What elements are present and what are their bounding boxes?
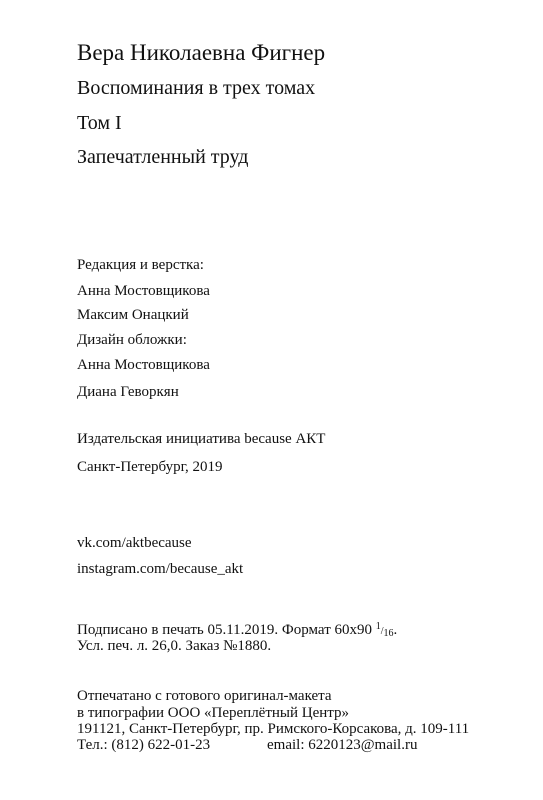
credit-cover-design-heading: Дизайн обложки: [77,332,187,348]
format-denominator: 16 [383,628,394,639]
sheets-order: Усл. печ. л. 26,0. Заказ №1880. [77,638,272,654]
printer-email[interactable]: email: 6220123@mail.ru [267,737,418,753]
printer-line-1: Отпечатано с готового оригинал-макета [77,688,332,704]
printer-line-2: в типографии ООО «Переплётный Центр» [77,705,350,721]
format-numerator: 1 [375,621,381,632]
signed-for-print [77,622,397,639]
book-title: Воспоминания в трех томах [77,77,316,99]
instagram-link[interactable]: instagram.com/because_akt [77,561,244,577]
publisher-name: Издательская инициатива because АКТ [77,431,326,447]
format-end: . [393,622,398,638]
credit-designer-name: Анна Мостовщикова [77,357,210,373]
credit-editing-heading: Редакция и верстка: [77,257,204,273]
book-volume: Том I [77,112,122,134]
book-subtitle: Запечатленный труд [77,146,249,168]
book-author: Вера Николаевна Фигнер [77,40,326,65]
format-fraction [375,621,394,639]
publisher-city-year: Санкт-Петербург, 2019 [77,459,223,475]
credit-editor-name: Максим Онацкий [77,307,189,323]
credit-designer-name: Диана Геворкян [77,384,179,400]
printer-phone: Тел.: (812) 622-01-23 [77,737,211,753]
printer-contacts [77,737,418,754]
printer-address: 191121, Санкт-Петербург, пр. Римского-Корсакова, д. 109-111 [77,721,470,737]
signed-text: Подписано в печать 05.11.2019. Формат 60х90 [77,622,372,638]
vk-link[interactable]: vk.com/aktbecause [77,535,192,551]
credit-editor-name: Анна Мостовщикова [77,283,210,299]
format-slash: / [380,626,384,637]
